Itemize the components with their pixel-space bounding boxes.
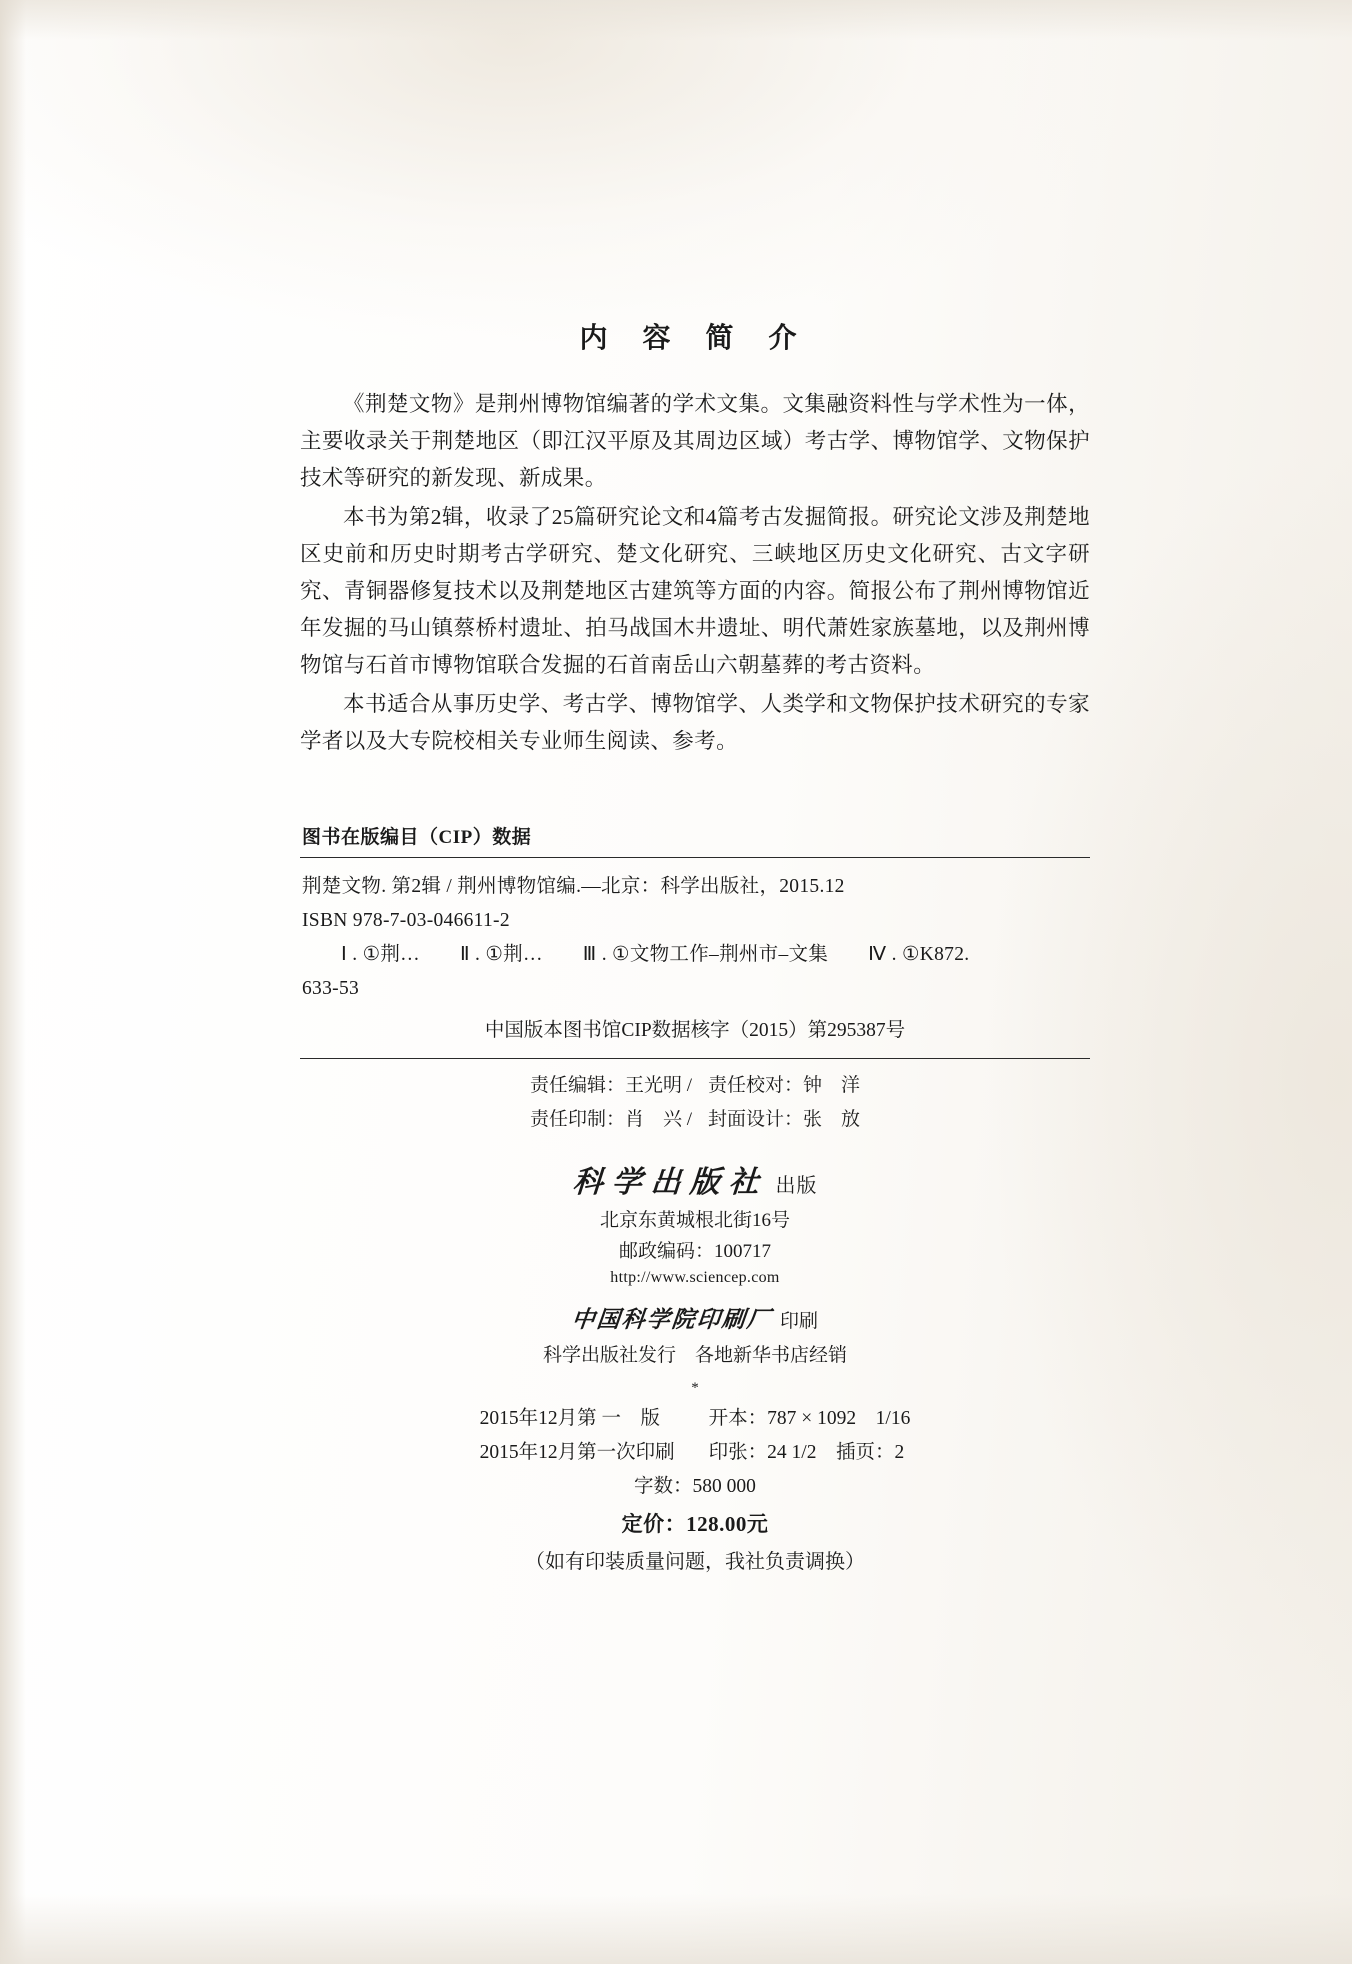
cover-designer: 封面设计：张 放 (708, 1109, 861, 1130)
publisher-postcode: 邮政编码：100717 (618, 1241, 771, 1262)
distribution-line: 科学出版社发行 各地新华书店经销 (542, 1345, 847, 1366)
publisher-line (300, 1157, 1090, 1201)
specs-print-date: 2015年12月第一次印刷 (479, 1442, 675, 1463)
section-title: 内 容 简 介 (579, 323, 811, 354)
credits-line-editor (300, 1069, 1090, 1103)
summary-paragraph-2: 本书为第2辑，收录了25篇研究论文和4篇考古发掘简报。研究论文涉及荆楚地区史前和历史时期考古学研究、楚文化研究、三峡地区历史文化研究、古文字研究、青铜器修复技术以及荆楚地区古建筑等方面的内容。简报公布了荆州博物馆近年发掘的马山镇蔡桥村遗址、拍马战国木井遗址、明代萧姓家族墓地，以及荆州博物馆与石首市博物馆联合发掘的石首南岳山六朝墓葬的考古资料。 (300, 505, 1090, 677)
publisher-suffix: 出版 (775, 1175, 818, 1197)
book-price: 定价：128.00元 (621, 1512, 769, 1536)
cip-line-isbn: ISBN 978-7-03-046611-2 (302, 910, 510, 931)
summary-paragraph-1: 《荆楚文物》是荆州博物馆编著的学术文集。文集融资料性与学术性为一体，主要收录关于荆楚地区（即江汉平原及其周边区域）考古学、博物馆学、文物保护技术等研究的新发现、新成果。 (300, 392, 1090, 490)
printer-line (300, 1301, 1090, 1334)
specs-table (480, 1402, 911, 1470)
cip-class-4: Ⅳ . ①K872. (868, 944, 970, 965)
cip-class-2: Ⅱ . ①荆… (459, 944, 543, 965)
cip-line-classification (302, 938, 1090, 972)
cip-line-national-library: 中国版本图书馆CIP数据核字（2015）第295387号 (484, 1020, 906, 1041)
responsible-editor: 责任编辑：王光明 / (529, 1075, 692, 1096)
quality-notice: （如有印装质量问题，我社负责调换） (525, 1551, 865, 1573)
specs-row-edition (480, 1402, 911, 1436)
specs-sheets: 印张：24 1/2 插页：2 (708, 1442, 905, 1463)
responsible-printing: 责任印制：肖 兴 / (529, 1109, 692, 1130)
specs-wordcount: 字数：580 000 (634, 1476, 756, 1497)
publisher-url[interactable]: http://www.sciencep.com (610, 1269, 780, 1286)
summary-paragraph-3: 本书适合从事历史学、考古学、博物馆学、人类学和文物保护技术研究的专家学者以及大专院校相关专业师生阅读、参考。 (300, 692, 1090, 753)
credits-line-printing (300, 1103, 1090, 1137)
specs-format: 开本：787 × 1092 1/16 (708, 1408, 911, 1429)
printer-logo: 中国科学院印刷厂 (570, 1306, 774, 1333)
credits-block (300, 1059, 1090, 1143)
cip-class-3: Ⅲ . ①文物工作–荆州市–文集 (582, 944, 829, 965)
page-edge-shadow-top (0, 0, 1352, 40)
cip-block (300, 822, 1090, 1059)
cip-class-1: Ⅰ . ①荆… (341, 944, 420, 965)
specs-row-print (480, 1436, 911, 1470)
publisher-logo: 科学出版社 (571, 1165, 769, 1200)
cip-line-classification-cont: 633-53 (302, 978, 360, 999)
cip-body (300, 858, 1090, 1012)
page-edge-shadow-bottom (0, 1894, 1352, 1964)
page-content (300, 316, 1090, 1580)
printer-suffix: 印刷 (779, 1311, 818, 1332)
responsible-proofreader: 责任校对：钟 洋 (708, 1075, 861, 1096)
specs-edition-date: 2015年12月第 一 版 (479, 1408, 661, 1429)
separator-asterisk: * (691, 1380, 699, 1396)
cip-line-title: 荆楚文物. 第2辑 / 荆州博物馆编.—北京：科学出版社，2015.12 (302, 876, 845, 897)
publisher-address: 北京东黄城根北街16号 (599, 1210, 790, 1231)
cip-heading: 图书在版编目（CIP）数据 (302, 827, 532, 848)
page-edge-shadow-left (0, 0, 26, 1964)
